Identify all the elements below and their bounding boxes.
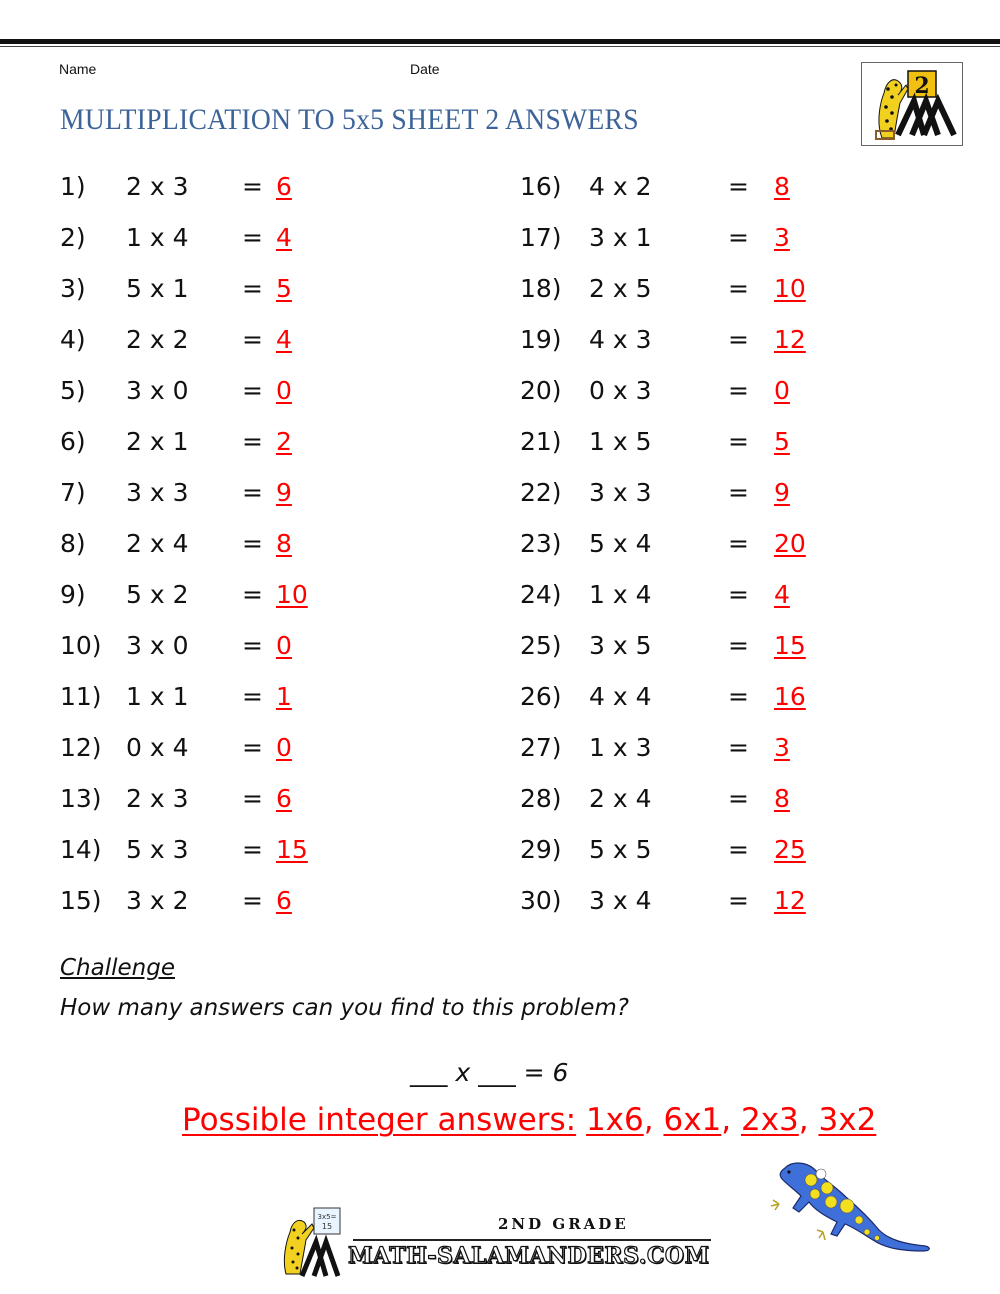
header-rule-thin	[0, 46, 1000, 47]
answer: 4	[774, 580, 790, 609]
svg-text:2: 2	[914, 73, 930, 99]
answer-option: 3x2	[818, 1102, 877, 1138]
answer-option: 6x1	[663, 1102, 722, 1138]
challenge-heading: Challenge	[60, 955, 175, 981]
answer: 12	[774, 325, 806, 354]
answer: 0	[276, 376, 292, 405]
answer: 3	[774, 733, 790, 762]
answer: 8	[774, 172, 790, 201]
answer-option: 2x3	[740, 1102, 799, 1138]
answer: 10	[774, 274, 806, 303]
site-rule	[353, 1239, 711, 1241]
answer: 6	[276, 172, 292, 201]
salamander-easel-icon	[862, 63, 962, 145]
answer: 9	[276, 478, 292, 507]
site-name: MATH-SALAMANDERS.COM	[348, 1243, 710, 1269]
grade-text: 2ND GRADE	[498, 1215, 629, 1233]
answer: 1	[276, 682, 292, 711]
answer: 6	[276, 886, 292, 915]
answer-option: 1x6	[585, 1102, 644, 1138]
grade-logo	[861, 62, 963, 146]
salamander-board-icon	[278, 1206, 348, 1278]
header-rule-thick	[0, 39, 1000, 44]
answer: 4	[276, 223, 292, 252]
challenge-question: How many answers can you find to this problem?	[60, 995, 629, 1021]
page-title: MULTIPLICATION TO 5x5 SHEET 2 ANSWERS	[60, 103, 639, 136]
answer: 0	[774, 376, 790, 405]
name-label: Name	[59, 61, 97, 77]
svg-text:15: 15	[321, 1222, 333, 1231]
answer: 6	[276, 784, 292, 813]
answer: 10	[276, 580, 308, 609]
answer: 0	[276, 631, 292, 660]
answers-label: Possible integer answers:	[182, 1102, 577, 1138]
answer: 3	[774, 223, 790, 252]
blue-salamander-icon	[765, 1158, 940, 1258]
challenge-equation: ___ x ___ = 6	[410, 1058, 569, 1087]
svg-text:3x5=: 3x5=	[317, 1213, 337, 1221]
date-label: Date	[410, 61, 440, 77]
answer: 15	[774, 631, 806, 660]
answer: 5	[276, 274, 292, 303]
answer: 2	[276, 427, 292, 456]
answer: 25	[774, 835, 806, 864]
answer: 16	[774, 682, 806, 711]
footer-site-logo	[278, 1208, 728, 1278]
answer: 8	[774, 784, 790, 813]
answer: 9	[774, 478, 790, 507]
answer: 4	[276, 325, 292, 354]
answer: 8	[276, 529, 292, 558]
answer: 20	[774, 529, 806, 558]
challenge-answers: Possible integer answers: 1x6, 6x1, 2x3, 3x2	[182, 1102, 877, 1138]
answer: 12	[774, 886, 806, 915]
answer: 0	[276, 733, 292, 762]
answer: 15	[276, 835, 308, 864]
answer: 5	[774, 427, 790, 456]
